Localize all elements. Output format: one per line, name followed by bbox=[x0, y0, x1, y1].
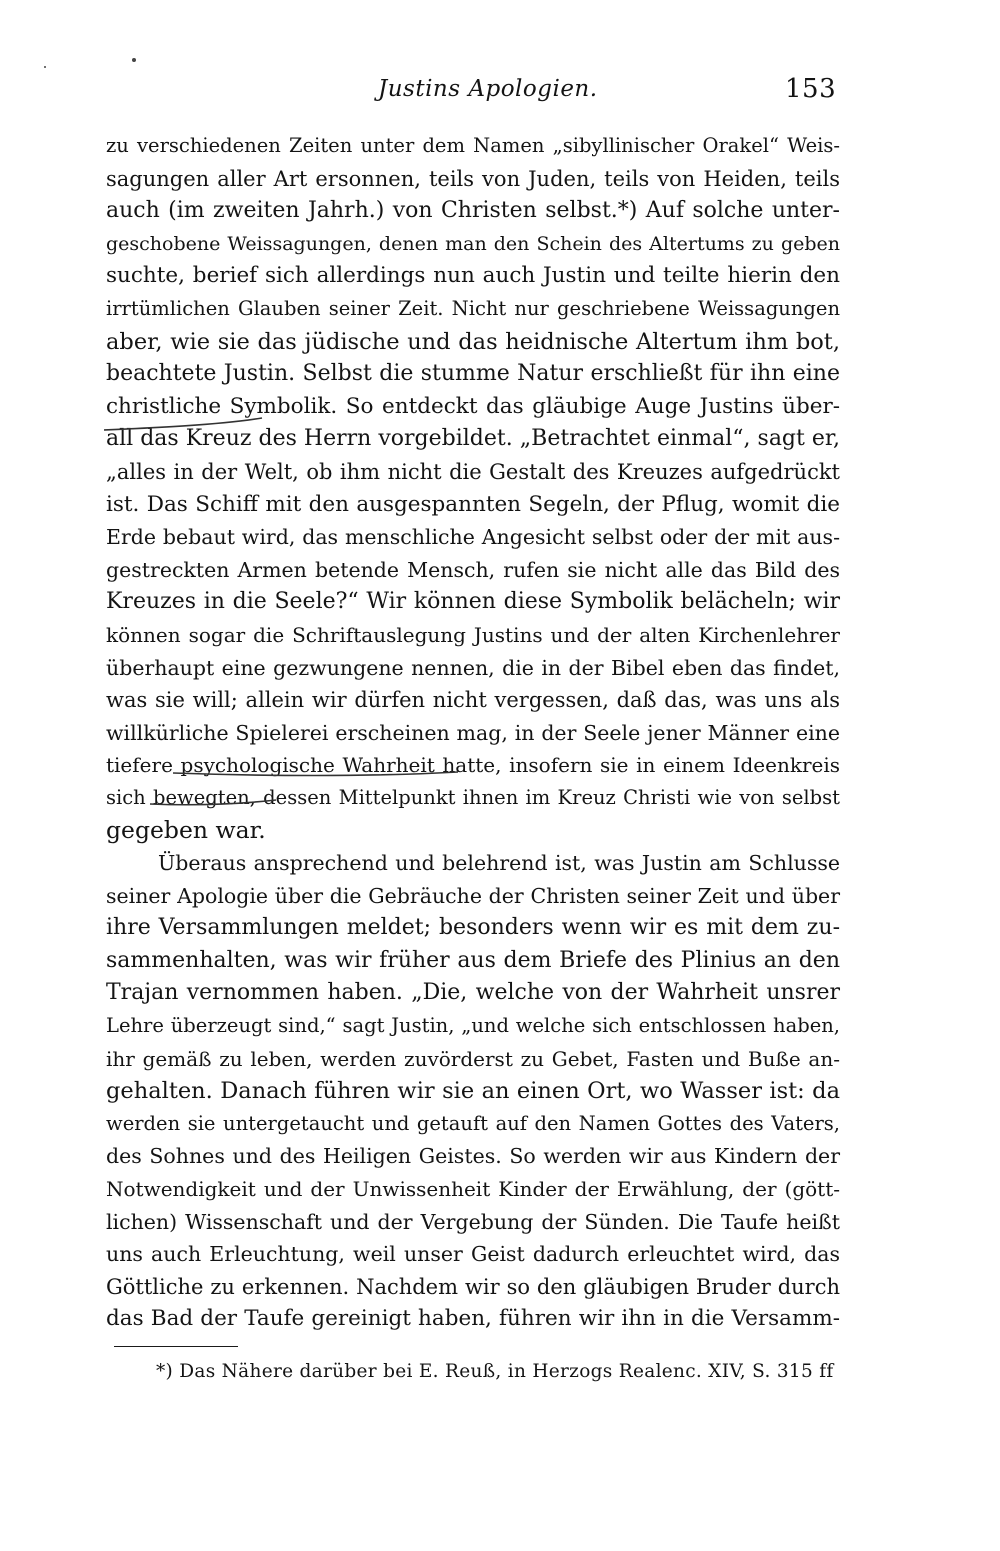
text-line: sammenhalten, was wir früher aus dem Briefe des Plinius an den bbox=[106, 947, 840, 973]
text-line: gestreckten Armen betende Mensch, rufen sie nicht alle das Bild des bbox=[106, 557, 840, 582]
text-line: was sie will; allein wir dürfen nicht vergessen, daß das, was uns als bbox=[106, 688, 840, 713]
text-line: ihre Versammlungen meldet; besonders wenn wir es mit dem zu- bbox=[106, 915, 840, 941]
text-line: all das Kreuz des Herrn vorgebildet. „Betrachtet einmal“, sagt er, bbox=[106, 426, 840, 452]
text-line: aber, wie sie das jüdische und das heidnische Altertum ihm bot, bbox=[106, 328, 840, 355]
text-line: tiefere psychologische Wahrheit hatte, insofern sie in einem Ideenkreis bbox=[106, 753, 840, 778]
text-line: ihr gemäß zu leben, werden zuvörderst zu Gebet, Fasten und Buße an- bbox=[106, 1046, 840, 1071]
text-line: willkürliche Spielerei erscheinen mag, in der Seele jener Männer eine bbox=[106, 720, 840, 745]
text-line: zu verschiedenen Zeiten unter dem Namen „sibyllinischer Orakel“ Weis- bbox=[106, 134, 840, 157]
text-line: überhaupt eine gezwungene nennen, die in der Bibel eben das findet, bbox=[106, 655, 840, 680]
text-line: sagungen aller Art ersonnen, teils von Juden, teils von Heiden, teils bbox=[106, 166, 840, 191]
text-line: Trajan vernommen haben. „Die, welche von der Wahrheit unsrer bbox=[106, 980, 840, 1006]
page-header bbox=[0, 74, 1000, 114]
text-line: lichen) Wissenschaft und der Vergebung der Sünden. Die Taufe heißt bbox=[106, 1209, 840, 1234]
text-line: gegeben war. bbox=[106, 816, 266, 845]
text-line: gehalten. Danach führen wir sie an einen Ort, wo Wasser ist: da bbox=[106, 1078, 840, 1105]
text-line: Erde bebaut wird, das menschliche Angesicht selbst oder der mit aus- bbox=[106, 525, 840, 550]
text-line: Göttliche zu erkennen. Nachdem wir so den gläubigen Bruder durch bbox=[106, 1274, 840, 1299]
text-line: auch (im zweiten Jahrh.) von Christen selbst.*) Auf solche unter- bbox=[106, 198, 840, 224]
text-line: können sogar die Schriftauslegung Justins und der alten Kirchenlehrer bbox=[106, 622, 840, 647]
text-line: „alles in der Welt, ob ihm nicht die Gestalt des Kreuzes aufgedrückt bbox=[106, 459, 840, 484]
text-line: christliche Symbolik. So entdeckt das gläubige Auge Justins über- bbox=[106, 393, 840, 419]
speck-mark bbox=[132, 58, 136, 62]
text-line: das Bad der Taufe gereinigt haben, führen wir ihn in die Versamm- bbox=[106, 1306, 840, 1332]
text-line: Überaus ansprechend und belehrend ist, was Justin am Schlusse bbox=[158, 851, 840, 876]
text-line: sich bewegten, dessen Mittelpunkt ihnen im Kreuz Christi wie von selbst bbox=[106, 785, 840, 809]
text-line: des Sohnes und des Heiligen Geistes. So werden wir aus Kindern der bbox=[106, 1144, 840, 1169]
text-line: ist. Das Schiff mit den ausgespannten Segeln, der Pflug, womit die bbox=[106, 491, 840, 517]
page-number: 153 bbox=[785, 74, 837, 104]
footnote-rule bbox=[114, 1346, 238, 1347]
text-line: geschobene Weissagungen, denen man den Schein des Altertums zu geben bbox=[106, 232, 840, 255]
text-line: beachtete Justin. Selbst die stumme Natur erschließt für ihn eine bbox=[106, 361, 840, 387]
footnote: *) Das Nähere darüber bei E. Reuß, in Herzogs Realenc. XIV, S. 315 ff bbox=[156, 1361, 834, 1382]
text-line: Kreuzes in die Seele?“ Wir können diese Symbolik belächeln; wir bbox=[106, 589, 840, 615]
running-title: Justins Apologien. bbox=[378, 76, 598, 102]
text-line: suchte, berief sich allerdings nun auch Justin und teilte hierin den bbox=[106, 263, 840, 289]
text-line: Lehre überzeugt sind,“ sagt Justin, „und welche sich entschlossen haben, bbox=[106, 1014, 840, 1038]
text-line: uns auch Erleuchtung, weil unser Geist dadurch erleuchtet wird, das bbox=[106, 1242, 840, 1267]
text-line: Notwendigkeit und der Unwissenheit Kinder der Erwählung, der (gött- bbox=[106, 1177, 840, 1201]
text-line: seiner Apologie über die Gebräuche der Christen seiner Zeit und über bbox=[106, 883, 840, 908]
text-line: werden sie untergetaucht und getauft auf den Namen Gottes des Vaters, bbox=[106, 1111, 840, 1135]
body-text bbox=[106, 130, 840, 1336]
speck-mark bbox=[44, 66, 46, 68]
text-line: irrtümlichen Glauben seiner Zeit. Nicht nur geschriebene Weissagungen bbox=[106, 296, 840, 320]
